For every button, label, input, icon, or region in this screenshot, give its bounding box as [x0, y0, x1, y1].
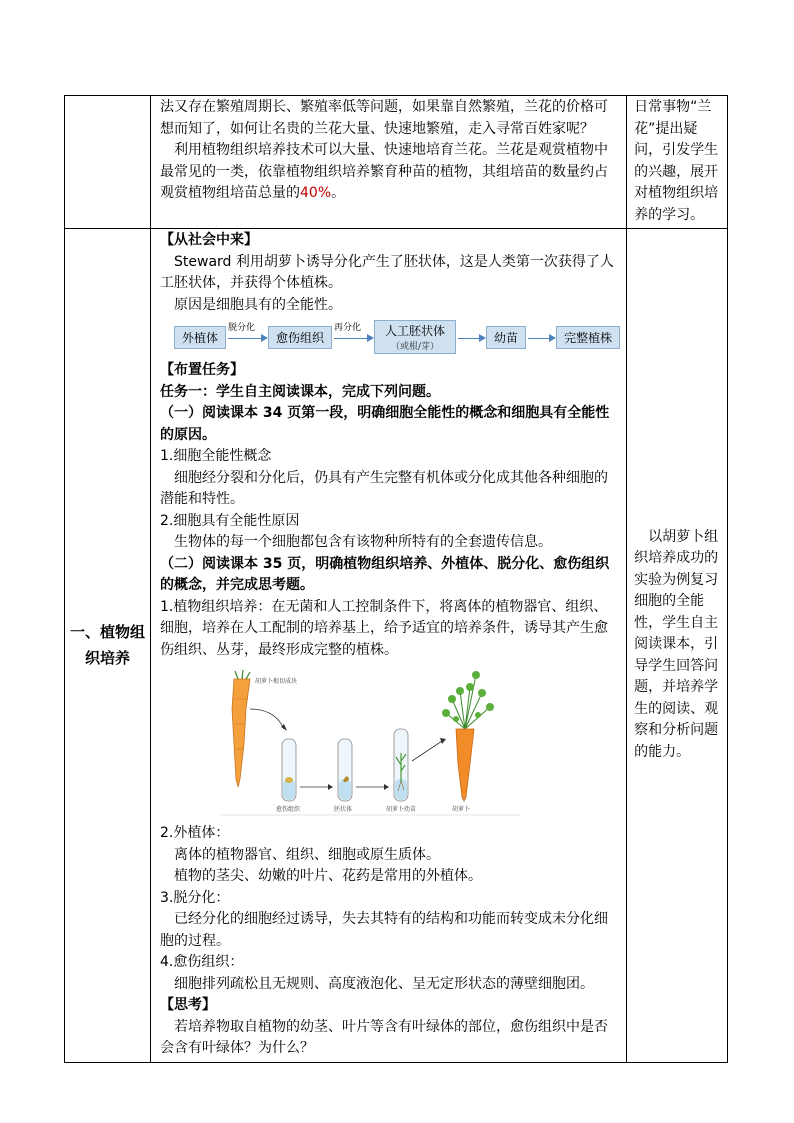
carrot-culture-illustration — [220, 669, 530, 819]
d2-line-1: 离体的植物器官、组织、细胞或原生质体。 — [174, 846, 440, 863]
heading-think: 【思考】 — [160, 997, 216, 1013]
definition-tissue-culture: 1.植物组织培养：在无菌和人工控制条件下，将离体的植物器官、组织、细胞，培养在人工配制的培养基上，给予适宜的培养条件，诱导其产生愈伤组织、丛芽，最终形成完整的植株。 — [160, 598, 608, 658]
arrow-label-dedifferentiation: 脱分化 — [228, 323, 256, 333]
intro-note-cell — [627, 96, 728, 229]
heading-society: 【从社会中来】 — [160, 232, 258, 248]
d3-text: 已经分化的细胞经过诱导，失去其特有的结构和功能而转变成未分化细胞的过程。 — [160, 911, 608, 949]
figure-label-carrot: 胡萝卜 — [452, 806, 471, 813]
figure-label-embryoid: 胚状体 — [334, 806, 353, 813]
society-text: Steward 利用胡萝卜诱导分化产生了胚状体，这是人类第一次获得了人工胚状体，并获得个体植株。 — [160, 253, 614, 291]
d2-title: 2.外植体： — [160, 825, 230, 841]
process-flow — [174, 320, 620, 354]
d4-title: 4.愈伤组织： — [160, 954, 244, 970]
orchid-paragraph: 利用植物组织培养技术可以大量、快速地培育兰花。兰花是观赏植物中最常见的一类，依靠植物组织培养繁育种苗的植物，其组培苗的数量约占观赏植物组培苗总量的40%。 — [160, 142, 608, 201]
figure-label-callus: 愈伤组织 — [276, 806, 301, 813]
d3-title: 3.脱分化： — [160, 889, 230, 906]
heading-task: 【布置任务】 — [160, 362, 244, 378]
arrow-label-redifferentiation: 再分化 — [334, 323, 362, 333]
figure-callout: 胡萝卜根切成块 — [255, 678, 298, 685]
section-row — [65, 229, 728, 1063]
task-one: 任务一：学生自主阅读课本，完成下列问题。 — [160, 383, 440, 400]
flow-step-callus: 愈伤组织 — [268, 326, 332, 349]
flow-arrow-dedifferentiation — [226, 324, 268, 350]
figure-label-seedling: 胡萝卜幼苗 — [386, 806, 417, 813]
q2-title: 2.细胞具有全能性原因 — [160, 512, 300, 529]
d2-line-2: 植物的茎尖、幼嫩的叶片、花药是常用的外植体。 — [174, 868, 482, 884]
flow-arrow-4 — [526, 324, 556, 350]
flow-arrow-redifferentiation — [332, 324, 374, 350]
flow-step-embryoid: 人工胚状体 （或根/芽） — [374, 320, 456, 354]
intro-content-cell — [151, 96, 627, 229]
reason-text: 原因是细胞具有的全能性。 — [174, 296, 342, 313]
sub-task-two: （二）阅读课本 35 页，明确植物组织培养、外植体、脱分化、愈伤组织的概念，并完成思考题。 — [160, 555, 610, 593]
intro-note: 日常事物“兰花”提出疑问，引发学生的兴趣，展开对植物组织培养的学习。 — [634, 99, 719, 223]
think-question: 若培养物取自植物的幼茎、叶片等含有叶绿体的部位，愈伤组织中是否会含有叶绿体？为什么？ — [160, 1018, 608, 1056]
q1-text: 细胞经分裂和分化后，仍具有产生完整有机体或分化成其他各种细胞的潜能和特性。 — [160, 469, 608, 507]
q1-title: 1.细胞全能性概念 — [160, 448, 272, 464]
embryoid-subtext: （或根/芽） — [391, 342, 440, 352]
percentage-highlight: 40% — [300, 185, 332, 201]
flow-step-seedling: 幼苗 — [486, 326, 526, 349]
section-note-cell — [627, 229, 728, 1063]
section-title-cell — [65, 229, 151, 1063]
sub-task-one: （一）阅读课本 34 页第一段，明确细胞全能性的概念和细胞具有全能性的原因。 — [160, 405, 610, 443]
intro-paragraph: 法又存在繁殖周期长、繁殖率低等问题，如果靠自然繁殖，兰花的价格可想而知了，如何让名贵的兰花大量、快速地繁殖，走入寻常百姓家呢？ — [160, 99, 608, 137]
intro-row — [65, 96, 728, 229]
flow-arrow-3 — [456, 324, 486, 350]
section-note: 以胡萝卜组织培养成功的实验为例复习细胞的全能性，学生自主阅读课本，引导学生回答问题，并培养学生的阅读、观察和分析问题的能力。 — [634, 528, 719, 760]
section-title: 一、植物组织培养 — [69, 623, 145, 668]
section-content-cell — [151, 229, 627, 1063]
intro-section-cell — [65, 96, 151, 229]
flow-step-plant: 完整植株 — [556, 326, 620, 349]
lesson-table — [64, 95, 728, 1063]
carrot-culture-figure — [220, 669, 530, 819]
q2-text: 生物体的每一个细胞都包含有该物种所特有的全套遗传信息。 — [174, 534, 552, 550]
flow-step-explant: 外植体 — [174, 326, 226, 349]
d4-text: 细胞排列疏松且无规则、高度液泡化、呈无定形状态的薄壁细胞团。 — [174, 975, 594, 992]
